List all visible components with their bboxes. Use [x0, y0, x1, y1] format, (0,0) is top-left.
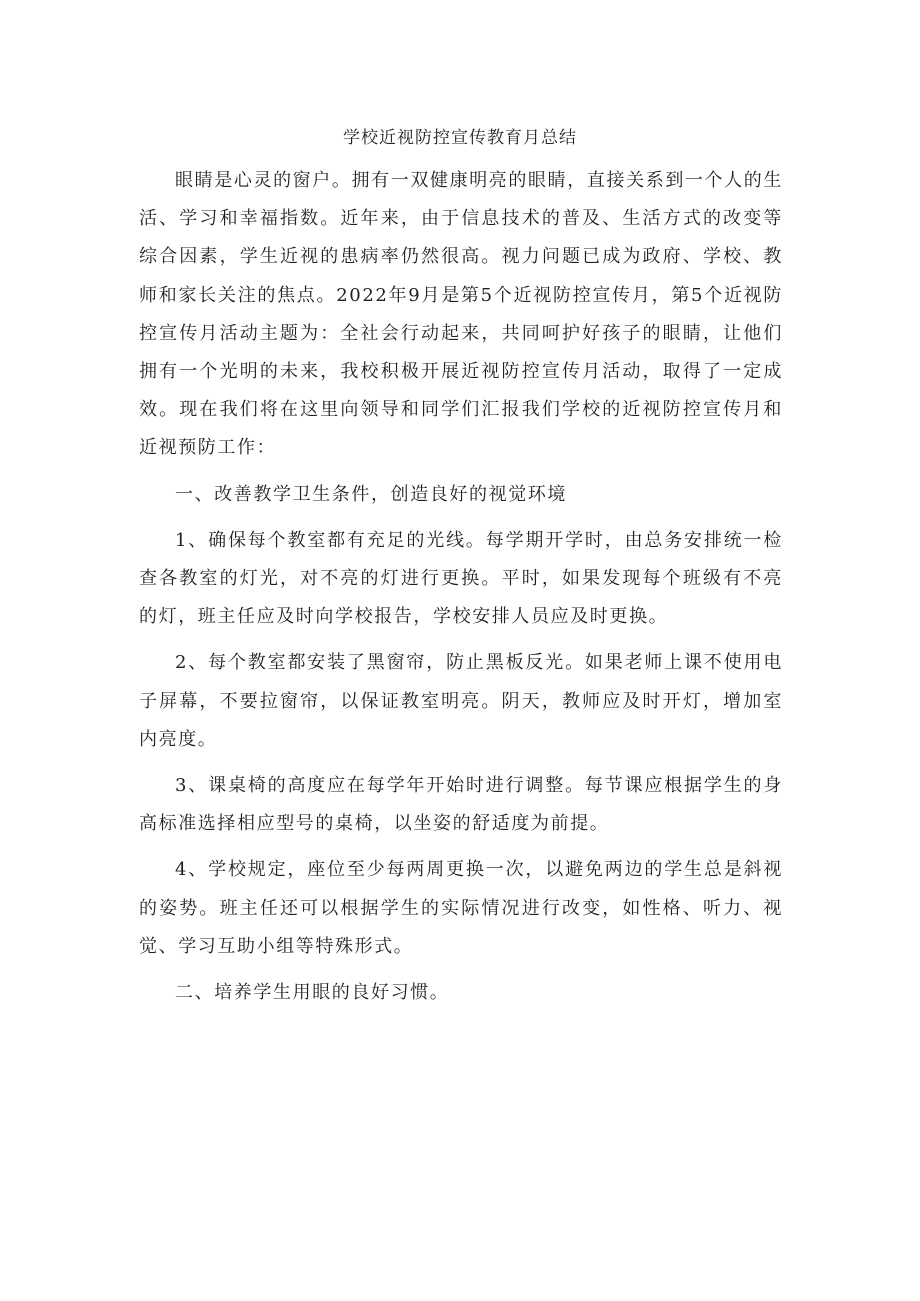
- intro-paragraph: 眼睛是心灵的窗户。拥有一双健康明亮的眼睛，直接关系到一个人的生活、学习和幸福指数。近年来，由于信息技术的普及、生活方式的改变等综合因素，学生近视的患病率仍然很高。视力问题已成为政府、学校、教师和家长关注的焦点。2022年9月是第5个近视防控宣传月，第5个近视防控宣传月活动主题为：全社会行动起来，共同呵护好孩子的眼睛，让他们拥有一个光明的未来，我校积极开展近视防控宣传月活动，取得了一定成效。现在我们将在这里向领导和同学们汇报我们学校的近视防控宣传月和近视预防工作：: [139, 170, 783, 459]
- item-1-paragraph: 1、确保每个教室都有充足的光线。每学期开学时，由总务安排统一检查各教室的灯光，对不亮的灯进行更换。平时，如果发现每个班级有不亮的灯，班主任应及时向学校报告，学校安排人员应及时更换。: [139, 529, 783, 628]
- document-title: 学校近视防控宣传教育月总结: [343, 128, 577, 148]
- section-2-heading: 二、培养学生用眼的良好习惯。: [175, 982, 450, 1004]
- section-1-heading: 一、改善教学卫生条件，创造良好的视觉环境: [175, 483, 567, 505]
- item-4-paragraph: 4、学校规定，座位至少每两周更换一次，以避免两边的学生总是斜视的姿势。班主任还可以根据学生的实际情况进行改变，如性格、听力、视觉、学习互助小组等特殊形式。: [139, 859, 783, 957]
- item-3-paragraph: 3、课桌椅的高度应在每学年开始时进行调整。每节课应根据学生的身高标准选择相应型号的桌椅，以坐姿的舒适度为前提。: [139, 775, 783, 835]
- document-body: [139, 162, 783, 1012]
- item-2-paragraph: 2、每个教室都安装了黑窗帘，防止黑板反光。如果老师上课不使用电子屏幕，不要拉窗帘，以保证教室明亮。阴天，教师应及时开灯，增加室内亮度。: [139, 652, 783, 750]
